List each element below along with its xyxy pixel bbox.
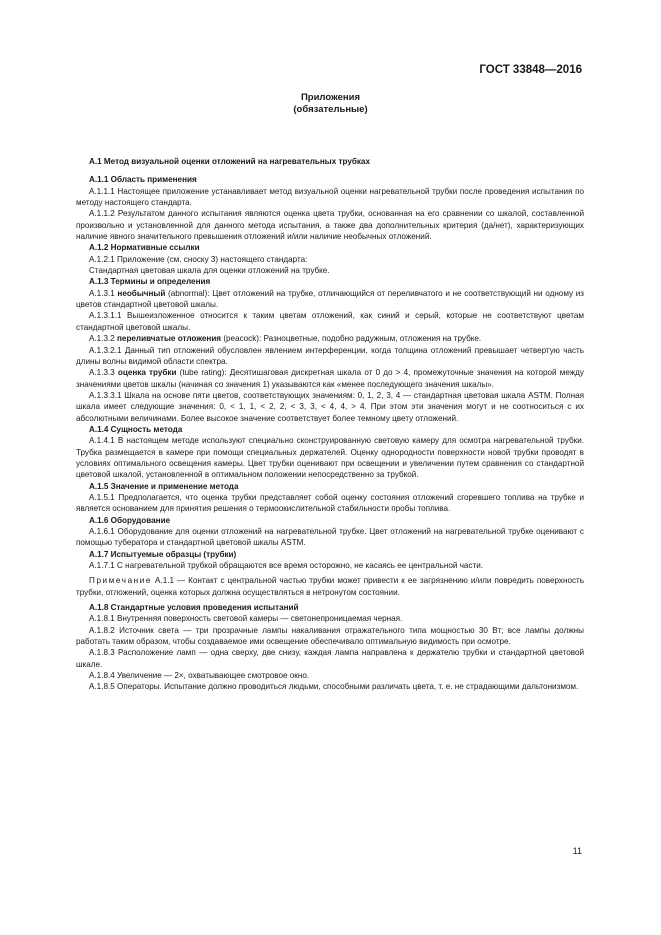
subsection-heading: А.1.1 Область применения [89, 175, 197, 185]
paragraph: А.1.6.1 Оборудование для оценки отложений на нагревательной трубке. Цвет отложений на нагревательной трубке оценивают с помощью туберaтора и стандартной цветовой шкалы ASTM. [76, 527, 584, 548]
term: необычный [117, 288, 166, 298]
page-number: 11 [572, 846, 582, 856]
paragraph: А.1.5.1 Предполагается, что оценка трубки представляет собой оценку состояния отложений сгоревшего топлива на трубке и является основанием для принятия решения о термоокислительной стабильности пробы топлива. [76, 492, 584, 514]
paragraph: А.1.7.1 С нагревательной трубкой обращаются все время осторожно, не касаясь ее центральной части. [89, 561, 484, 571]
note-label: Примечание [89, 576, 153, 586]
paragraph: А.1.3.1.1 Вышеизложенное относится к таким цветам отложений, как синий и серый, которые не соответствуют цветам стандартной цветовой шкалы. [76, 311, 584, 332]
paragraph: А.1.8.3 Расположение ламп — одна сверху, две снизу, каждая лампа направлена к держателю трубки и стандартной цветовой шкале. [76, 648, 584, 669]
section-heading: А.1 Метод визуальной оценки отложений на нагревательных трубках [89, 157, 370, 166]
definition-paragraph [76, 333, 584, 344]
definition-text: (tube rating): Десятишаговая дискретная шкала от 0 до > 4, промежуточные значения на которой между значениями цветов шкалы (начиная со значения 1) указываются как «менее последующего значения шкалы». [76, 368, 584, 389]
subsection-heading: А.1.7 Испытуемые образцы (трубки) [89, 549, 237, 559]
clause-number: А.1.3.3 [89, 368, 115, 378]
paragraph: А.1.8.5 Операторы. Испытание должно проводиться людьми, способными различать цвета, т. е. не страдающими дальтонизмом. [89, 682, 579, 692]
note-text: А.1.1 — Контакт с центральной частью трубки может привести к ее загрязнению и/или повредить поверхность трубки, отложений, оценка которых должна осуществляться в нетронутом состоянии. [76, 576, 584, 597]
term: оценка трубки [117, 368, 177, 378]
subsection-heading: А.1.2 Нормативные ссылки [89, 243, 200, 253]
paragraph: А.1.3.2.1 Данный тип отложений обусловлен явлением интерференции, когда толщина отложений превышает четвертую часть длины волны видимой области спектра. [76, 345, 584, 366]
definition-text: (abnormal): Цвет отложений на трубке, отличающийся от переливчатого и не соответствующий ни одному из цветов стандартной цветовой шкалы. [76, 288, 584, 310]
subsection-heading: А.1.6 Оборудование [89, 515, 171, 525]
definition-paragraph [76, 288, 584, 311]
subsection-heading: А.1.3 Термины и определения [89, 277, 211, 287]
note-paragraph [76, 575, 584, 598]
paragraph: А.1.4.1 В настоящем методе используют специально сконструированную световую камеру для осмотра нагревательной трубки. Трубка размещается в камере при помощи специальных держателей. Оценку однородности поверхности новой трубки проводят в условиях оптимального освещения камеры. Цвет трубки оценивают при освещении и увеличении путем сравнения со стандартной цветовой шкалой, установленной в оптимальном положении непосредственно за трубкой. [76, 436, 584, 480]
clause-number: А.1.3.1 [89, 288, 115, 298]
paragraph: А.1.8.4 Увеличение — 2×, охватывающее смотровое окно. [89, 671, 310, 681]
clause-number: А.1.3.2 [89, 334, 115, 344]
paragraph: А.1.3.3.1 Шкала на основе пяти цветов, соответствующих значениям: 0, 1, 2, 3, 4 — стандартная цветовая шкала ASTM. Полная шкала имеет следующие значения: 0, < 1, 1, < 2, 2, < 3, 3, < 4, 4, > 4. При этом эти значения могут и не соотноситься с их абсолютными величинами. Более высокое значение соответствует более темному цвету отложений. [76, 390, 584, 423]
appendix-title: Приложения [300, 92, 361, 103]
document-body [76, 156, 584, 693]
paragraph: А.1.8.1 Внутренняя поверхность световой камеры — светонепроницаемая черная. [89, 614, 403, 624]
paragraph: А.1.1.1 Настоящее приложение устанавливает метод визуальной оценки нагревательной трубки после проведения испытания по методу настоящего стандарта. [76, 186, 584, 208]
subsection-heading: А.1.5 Значение и применение метода [89, 481, 239, 491]
standard-number: ГОСТ 33848—2016 [479, 64, 582, 76]
appendix-subtitle: (обязательные) [293, 104, 368, 115]
paragraph: А.1.2.1 Приложение (см. сноску 3) настоящего стандарта: [89, 254, 308, 264]
paragraph: Стандартная цветовая шкала для оценки отложений на трубке. [89, 266, 330, 276]
paragraph: А.1.1.2 Результатом данного испытания являются оценка цвета трубки, основанная на его сравнении со шкалой, составленной произвольно и установленной для данного метода испытания, а также два дополнительных критерия (да/нет), характеризующих наличие явного значительного превышения отложений и/или наличие необычных отложений. [76, 209, 584, 242]
definition-text: (peacock): Разноцветные, подобно радужным, отложения на трубке. [221, 334, 482, 344]
term: переливчатые отложения [117, 334, 222, 344]
subsection-heading: А.1.4 Сущность метода [89, 424, 183, 434]
definition-paragraph [76, 367, 584, 390]
subsection-heading: А.1.8 Стандартные условия проведения испытаний [89, 603, 299, 613]
paragraph: А.1.8.2 Источник света — три прозрачные лампы накаливания отражательного типа мощностью 30 Вт; все лампы должны работать таким образом, чтобы создаваемое ими освещение обеспечивало оптимальную видимость при осмотре. [76, 625, 584, 647]
